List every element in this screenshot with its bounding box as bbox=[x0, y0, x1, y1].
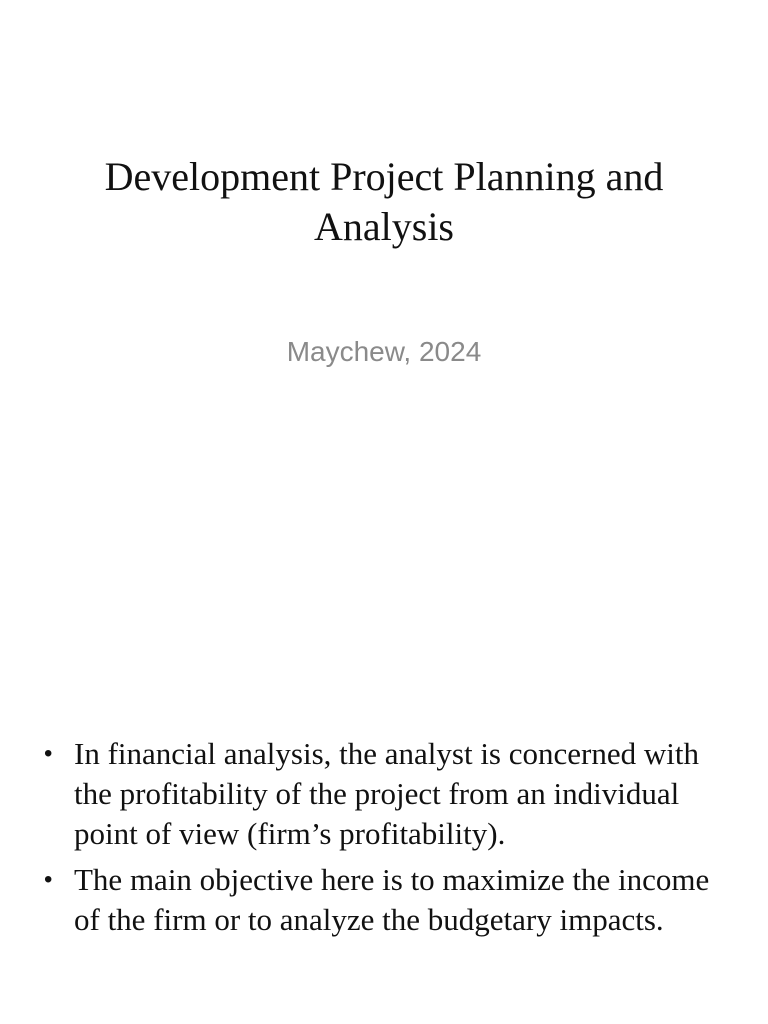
bullet-text: In financial analysis, the analyst is concerned with the profitability of the project from an individual point of view (firm’s profitability). bbox=[74, 736, 699, 851]
slide-title: Development Project Planning and Analysis bbox=[104, 154, 664, 249]
bullet-text: The main objective here is to maximize the income of the firm or to analyze the budgetary impacts. bbox=[74, 862, 710, 937]
bullet-item bbox=[44, 734, 724, 854]
bullet-list bbox=[44, 734, 724, 946]
bullet-item bbox=[44, 860, 724, 940]
bullet-icon: • bbox=[44, 740, 53, 767]
bullet-icon: • bbox=[44, 866, 53, 893]
slide-subtitle: Maychew, 2024 bbox=[286, 336, 482, 367]
